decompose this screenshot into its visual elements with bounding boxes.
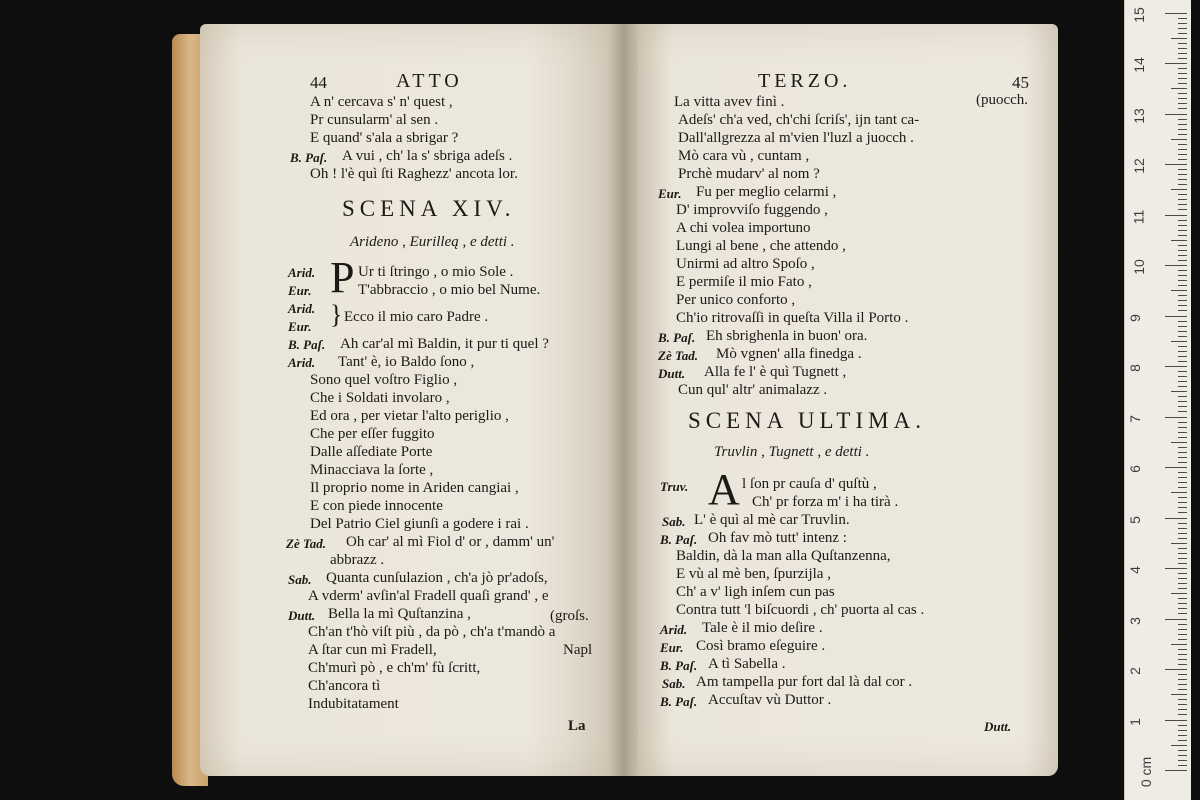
speaker-label: Sab. — [288, 572, 312, 587]
scene-title: SCENA XIV. — [342, 196, 516, 221]
text-line: l ſon pr cauſa d' quſtù , — [742, 476, 877, 492]
speaker-label: Arid. — [288, 355, 316, 370]
ruler-tick — [1178, 396, 1187, 397]
ruler-tick — [1178, 679, 1187, 680]
book-gutter — [608, 24, 640, 776]
ruler-tick — [1165, 114, 1187, 115]
ruler-tick — [1178, 437, 1187, 438]
text-line: Ur ti ſtringo , o mio Sole . — [358, 264, 514, 280]
ruler-tick — [1178, 538, 1187, 539]
ruler-number: 10 — [1130, 259, 1147, 275]
text-line: Eh sbrighenla in buon' ora. — [706, 328, 868, 344]
drop-capital: P — [330, 253, 355, 302]
ruler-tick — [1178, 93, 1187, 94]
ruler-tick — [1178, 608, 1187, 609]
ruler-tick — [1178, 174, 1187, 175]
ruler-tick — [1178, 497, 1187, 498]
scene-persons: Arideno , Eurilleą , e detti . — [350, 234, 515, 250]
ruler-tick — [1178, 280, 1187, 281]
ruler-tick — [1178, 563, 1187, 564]
ruler-tick — [1178, 33, 1187, 34]
speaker-label: Eur. — [288, 319, 312, 334]
text-line: Baldin, dà la man alla Quſtanzenna, — [676, 548, 891, 564]
ruler-number: 11 — [1130, 209, 1147, 224]
page-number: 44 — [310, 73, 327, 92]
ruler-tick — [1178, 750, 1187, 751]
ruler-tick — [1178, 533, 1187, 534]
ruler-tick — [1171, 88, 1187, 89]
ruler-number: 5 — [1126, 515, 1143, 524]
text-line: D' improvviſo fuggendo , — [676, 202, 828, 218]
text-line: A vui , ch' la s' sbriga adeſs . — [342, 148, 513, 164]
text-line: Sono quel voſtro Figlio , — [310, 372, 458, 388]
ruler-tick — [1178, 23, 1187, 24]
ruler-tick — [1178, 578, 1187, 579]
ruler-tick — [1178, 53, 1187, 54]
text-line: Tale è il mio deſire . — [702, 620, 823, 636]
ruler-tick — [1171, 139, 1187, 140]
ruler-number: 12 — [1130, 158, 1147, 174]
ruler-tick — [1178, 482, 1187, 483]
ruler-tick — [1178, 346, 1187, 347]
speaker-label: B. Paſ. — [288, 337, 326, 352]
text-line: Tant' è, io Baldo ſono , — [338, 354, 475, 370]
left-page — [200, 24, 610, 776]
text-line: E vù al mè ben, ſpurzijla , — [676, 566, 831, 582]
ruler-tick — [1178, 73, 1187, 74]
text-line: Che per eſſer fuggito — [310, 426, 435, 442]
text-line: Ch' pr forza m' i ha tirà . — [752, 494, 899, 510]
speaker-label: Dutt. — [288, 608, 316, 623]
ruler-tick — [1178, 583, 1187, 584]
ruler-tick — [1178, 68, 1187, 69]
speaker-label: B. Paſ. — [660, 658, 698, 673]
text-line: Ch'murì pò , e ch'm' fù ſcritt, — [308, 660, 481, 676]
open-book — [172, 24, 1070, 786]
text-line: A n' cercava s' n' quest , — [310, 94, 453, 110]
ruler-tick — [1178, 98, 1187, 99]
ruler-tick — [1178, 154, 1187, 155]
text-line: Mò cara vù , cuntam , — [678, 148, 810, 164]
ruler-tick — [1178, 598, 1187, 599]
drop-capital: A — [708, 465, 740, 514]
ruler-tick — [1178, 58, 1187, 59]
ruler-tick — [1178, 457, 1187, 458]
ruler-tick — [1178, 411, 1187, 412]
ruler-number: 7 — [1126, 414, 1143, 423]
ruler-tick — [1178, 512, 1187, 513]
ruler-tick — [1171, 240, 1187, 241]
ruler-tick — [1171, 644, 1187, 645]
speaker-label: Arid. — [288, 301, 316, 316]
text-line: La vitta avev finì . — [674, 94, 785, 110]
ruler-tick — [1178, 204, 1187, 205]
text-line: Dalle aſſediate Porte — [310, 444, 433, 460]
ruler-unit-label: 0 cm — [1138, 756, 1155, 788]
text-line: Minacciava la ſorte , — [310, 462, 434, 478]
ruler-tick — [1178, 48, 1187, 49]
ruler-tick — [1178, 634, 1187, 635]
speaker-label: Eur. — [288, 283, 312, 298]
ruler-tick — [1165, 265, 1187, 266]
ruler-tick — [1178, 83, 1187, 84]
speaker-label: Eur. — [660, 640, 684, 655]
ruler-tick — [1178, 386, 1187, 387]
text-line: (groſs. — [550, 608, 589, 624]
text-line: A tì Sabella . — [708, 656, 786, 672]
catchword: La — [568, 718, 586, 734]
ruler-tick — [1178, 523, 1187, 524]
ruler-tick — [1165, 720, 1187, 721]
ruler-number: 15 — [1130, 6, 1147, 23]
ruler-tick — [1178, 305, 1187, 306]
catchword: Dutt. — [984, 719, 1012, 734]
text-line: Napl — [563, 642, 593, 658]
text-line: A chi volea importuno — [676, 220, 811, 236]
text-line: Pr cunsularm' al sen . — [310, 112, 439, 128]
ruler-tick — [1178, 755, 1187, 756]
text-line: Oh fav mò tutt' intenz : — [708, 530, 847, 546]
ruler-tick — [1171, 290, 1187, 291]
ruler-tick — [1178, 401, 1187, 402]
ruler-number: 4 — [1126, 566, 1143, 574]
text-line: Adeſs' ch'a ved, ch'chi ſcriſs', ijn tant ca- — [678, 112, 920, 128]
ruler-tick — [1178, 43, 1187, 44]
text-line: A vderm' avſin'al Fradell quaſi grand' , e — [308, 588, 549, 604]
text-line: Il proprio nome in Ariden cangiai , — [310, 480, 519, 496]
text-line: Per unico conforto , — [676, 292, 796, 308]
text-line: L' è quì al mè car Truvlin. — [694, 512, 850, 528]
ruler-tick — [1178, 194, 1187, 195]
text-line: Ecco il mio caro Padre . — [344, 309, 489, 325]
page-number: 45 — [1012, 73, 1029, 92]
running-header: ATTO — [396, 70, 463, 92]
text-line: Che i Soldati involaro , — [310, 390, 450, 406]
ruler-tick — [1178, 740, 1187, 741]
ruler-number: 6 — [1126, 465, 1143, 473]
ruler-tick — [1178, 472, 1187, 473]
ruler-tick — [1165, 467, 1187, 468]
ruler-tick — [1178, 548, 1187, 549]
ruler-number: 14 — [1130, 57, 1147, 73]
speaker-label: B. Paſ. — [660, 532, 698, 547]
ruler-tick — [1178, 326, 1187, 327]
ruler-tick — [1171, 694, 1187, 695]
ruler-tick — [1178, 487, 1187, 488]
ruler-tick — [1178, 18, 1187, 19]
text-line: Alla fe l' è quì Tugnett , — [704, 364, 847, 380]
ruler-tick — [1178, 462, 1187, 463]
ruler-tick — [1178, 684, 1187, 685]
ruler-tick — [1178, 144, 1187, 145]
ruler-tick — [1165, 518, 1187, 519]
speaker-label: Zè Tad. — [286, 536, 326, 551]
ruler-tick — [1171, 38, 1187, 39]
text-line: Così bramo eſeguire . — [696, 638, 826, 654]
ruler-tick — [1178, 310, 1187, 311]
ruler-tick — [1171, 543, 1187, 544]
ruler-tick — [1178, 119, 1187, 120]
ruler-tick — [1178, 321, 1187, 322]
speaker-label: Sab. — [662, 514, 686, 529]
ruler-tick — [1178, 588, 1187, 589]
ruler-tick — [1178, 376, 1187, 377]
ruler-tick — [1165, 215, 1187, 216]
ruler-tick — [1165, 619, 1187, 620]
text-line: Mò vgnen' alla finedga . — [716, 346, 862, 362]
ruler-tick — [1178, 714, 1187, 715]
ruler-tick — [1178, 704, 1187, 705]
ruler-tick — [1171, 391, 1187, 392]
text-line: E quand' s'ala a sbrigar ? — [310, 130, 459, 146]
ruler-tick — [1178, 351, 1187, 352]
speaker-label: Arid. — [288, 265, 316, 280]
ruler-tick — [1178, 103, 1187, 104]
speaker-label: Eur. — [658, 186, 682, 201]
ruler-tick — [1178, 255, 1187, 256]
ruler-tick — [1178, 381, 1187, 382]
right-page — [638, 24, 1058, 776]
speaker-label: Dutt. — [658, 366, 686, 381]
ruler-tick — [1178, 406, 1187, 407]
ruler-tick — [1178, 573, 1187, 574]
ruler-tick — [1178, 613, 1187, 614]
ruler-tick — [1165, 366, 1187, 367]
text-line: Ed ora , per vietar l'alto periglio , — [310, 408, 509, 424]
speaker-label: Truv. — [660, 479, 689, 494]
ruler-tick — [1178, 558, 1187, 559]
speaker-label: B. Paſ. — [290, 150, 328, 165]
ruler-tick — [1178, 760, 1187, 761]
ruler-tick — [1178, 452, 1187, 453]
ruler-tick — [1178, 179, 1187, 180]
text-line: Quanta cunſulazion , ch'a jò pr'adoſs, — [326, 570, 548, 586]
ruler-tick — [1165, 164, 1187, 165]
text-line: Dall'allgrezza al m'vien l'luzl a juocch . — [678, 130, 914, 146]
ruler-tick — [1171, 745, 1187, 746]
ruler-tick — [1178, 649, 1187, 650]
ruler-tick — [1171, 593, 1187, 594]
ruler-tick — [1178, 371, 1187, 372]
ruler-tick — [1178, 725, 1187, 726]
ruler-tick — [1171, 341, 1187, 342]
text-line: Indubitatament — [308, 696, 399, 712]
ruler-tick — [1165, 417, 1187, 418]
ruler-tick — [1178, 528, 1187, 529]
ruler-tick — [1178, 295, 1187, 296]
text-line: Oh car' al mì Fiol d' or , damm' un' — [346, 534, 555, 550]
ruler-tick — [1178, 159, 1187, 160]
ruler-tick — [1178, 639, 1187, 640]
text-line: Del Patrio Ciel giunſi a godere i rai . — [310, 516, 529, 532]
ruler-tick — [1178, 432, 1187, 433]
text-line: Ah car'al mì Baldin, it pur ti quel ? — [340, 336, 549, 352]
text-line: Bella la mì Quſtanzina , — [328, 606, 471, 622]
ruler-tick — [1165, 770, 1187, 771]
text-line: Am tampella pur fort dal là dal cor . — [696, 674, 913, 690]
text-line: Ch' a v' ligh inſem cun pas — [676, 584, 835, 600]
ruler-tick — [1178, 129, 1187, 130]
measurement-ruler — [1124, 0, 1191, 800]
ruler-tick — [1178, 230, 1187, 231]
ruler-tick — [1178, 477, 1187, 478]
text-line: Accuſtav vù Duttor . — [708, 692, 832, 708]
ruler-tick — [1178, 270, 1187, 271]
ruler-tick — [1171, 189, 1187, 190]
ruler-tick — [1178, 331, 1187, 332]
text-line: Fu per meglio celarmi , — [696, 184, 837, 200]
ruler-number: 3 — [1126, 616, 1143, 625]
text-line: T'abbraccio , o mio bel Nume. — [358, 282, 541, 298]
text-line: Lungi al bene , che attendo , — [676, 238, 846, 254]
ruler-tick — [1178, 336, 1187, 337]
ruler-tick — [1178, 134, 1187, 135]
text-line: Contra tutt 'l biſcuordi , ch' puorta al cas . — [676, 602, 925, 618]
speaker-label: Zè Tad. — [658, 348, 698, 363]
text-line: Ch'ancora tì — [308, 678, 381, 694]
ruler-tick — [1178, 664, 1187, 665]
ruler-tick — [1178, 235, 1187, 236]
ruler-tick — [1178, 447, 1187, 448]
text-line: abbrazz . — [330, 552, 385, 568]
ruler-tick — [1178, 361, 1187, 362]
text-line: A ſtar cun mì Fradell, — [308, 642, 437, 658]
ruler-tick — [1171, 492, 1187, 493]
ruler-tick — [1178, 624, 1187, 625]
ruler-tick — [1178, 507, 1187, 508]
text-line: E con piede innocente — [310, 498, 443, 514]
ruler-tick — [1178, 765, 1187, 766]
ruler-tick — [1165, 316, 1187, 317]
scene-title: SCENA ULTIMA. — [688, 408, 926, 433]
speaker-label: B. Paſ. — [660, 694, 698, 709]
ruler-tick — [1165, 568, 1187, 569]
ruler-tick — [1178, 735, 1187, 736]
ruler-tick — [1178, 300, 1187, 301]
ruler-tick — [1178, 422, 1187, 423]
ruler-tick — [1178, 427, 1187, 428]
text-line: Ch'an t'hò viſt più , da pò , ch'a t'mandò a — [308, 624, 556, 640]
ruler-number: 2 — [1126, 667, 1143, 675]
ruler-tick — [1178, 108, 1187, 109]
ruler-tick — [1178, 199, 1187, 200]
ruler-tick — [1178, 730, 1187, 731]
running-header: TERZO. — [758, 70, 852, 92]
ruler-tick — [1178, 184, 1187, 185]
text-line: Unirmi ad altro Spoſo , — [676, 256, 815, 272]
speaker-label: Arid. — [660, 622, 688, 637]
ruler-tick — [1178, 225, 1187, 226]
ruler-number: 8 — [1126, 364, 1143, 372]
ruler-tick — [1178, 169, 1187, 170]
ruler-tick — [1178, 260, 1187, 261]
ruler-tick — [1178, 275, 1187, 276]
text-line: E permiſe il mio Fato , — [676, 274, 812, 290]
ruler-tick — [1178, 209, 1187, 210]
text-line: (puocch. — [976, 92, 1029, 108]
brace-glyph: } — [330, 300, 343, 329]
text-line: Cun qul' altr' animalazz . — [678, 382, 828, 398]
ruler-tick — [1165, 63, 1187, 64]
ruler-tick — [1178, 285, 1187, 286]
ruler-tick — [1178, 250, 1187, 251]
ruler-tick — [1178, 553, 1187, 554]
ruler-tick — [1178, 659, 1187, 660]
ruler-number: 9 — [1126, 313, 1143, 322]
ruler-tick — [1165, 13, 1187, 14]
ruler-tick — [1171, 442, 1187, 443]
ruler-number: 13 — [1130, 107, 1147, 124]
ruler-tick — [1178, 674, 1187, 675]
speaker-label: B. Paſ. — [658, 330, 696, 345]
ruler-tick — [1178, 689, 1187, 690]
ruler-tick — [1178, 709, 1187, 710]
speaker-label: Sab. — [662, 676, 686, 691]
ruler-tick — [1178, 699, 1187, 700]
text-line: Oh ! l'è quì ſti Raghezz' ancota lor. — [310, 166, 518, 182]
scene-persons: Truvlin , Tugnett , e detti . — [714, 444, 870, 460]
ruler-tick — [1178, 654, 1187, 655]
ruler-tick — [1178, 124, 1187, 125]
ruler-tick — [1178, 603, 1187, 604]
ruler-tick — [1178, 629, 1187, 630]
ruler-tick — [1178, 28, 1187, 29]
text-line: Ch'io ritrovaſſi in queſta Villa il Porto . — [676, 310, 909, 326]
ruler-tick — [1178, 220, 1187, 221]
ruler-tick — [1178, 149, 1187, 150]
ruler-tick — [1178, 502, 1187, 503]
ruler-tick — [1178, 78, 1187, 79]
ruler-number: 1 — [1126, 717, 1143, 726]
ruler-tick — [1178, 356, 1187, 357]
text-line: Prchè mudarv' al nom ? — [678, 166, 820, 182]
ruler-tick — [1178, 245, 1187, 246]
ruler-tick — [1165, 669, 1187, 670]
